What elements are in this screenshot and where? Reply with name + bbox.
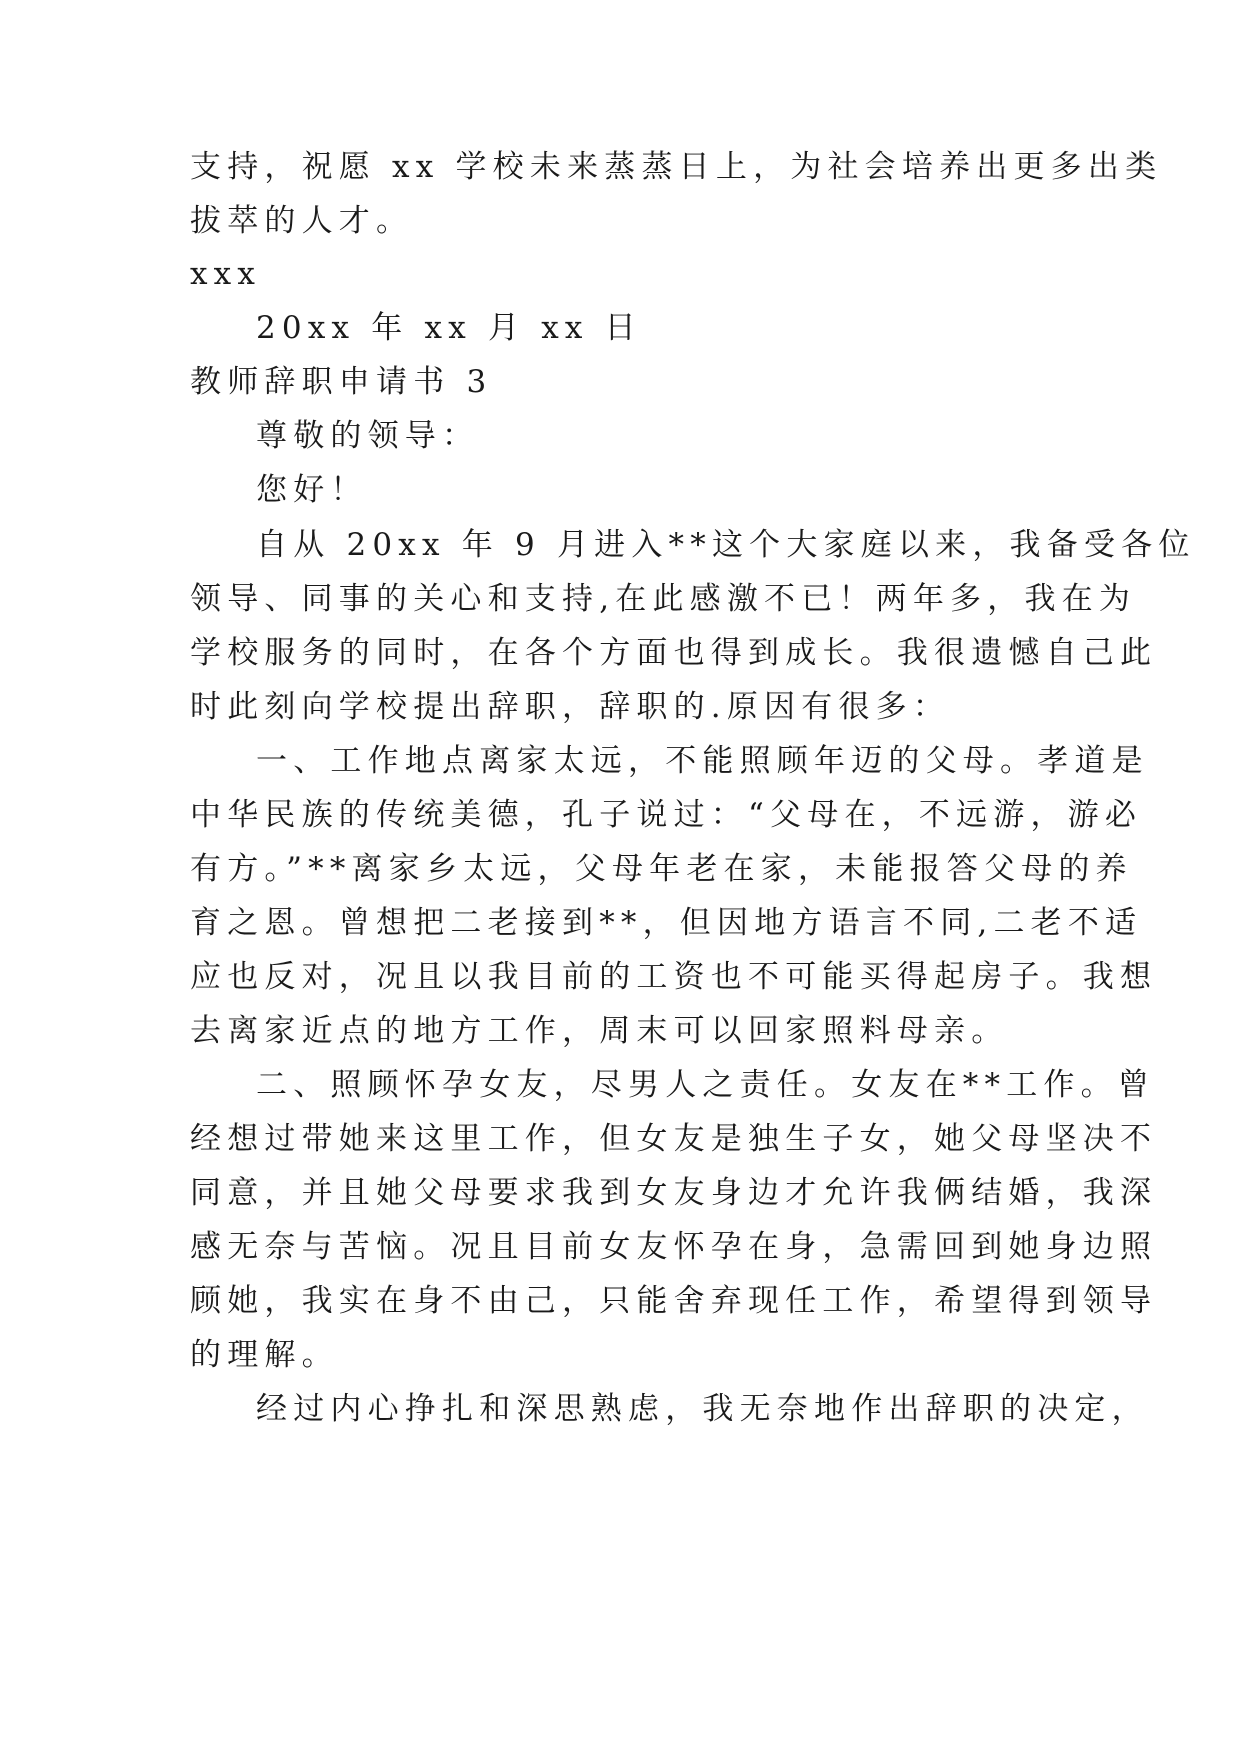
salutation: 尊敬的领导： (256, 418, 480, 454)
paragraph-line: 自从 20xx 年 9 月进入**这个大家庭以来，我备受各位 (256, 527, 1196, 563)
paragraph-line: 去离家近点的地方工作，周末可以回家照料母亲。 (190, 1013, 1009, 1049)
paragraph-line: 育之恩。曾想把二老接到**，但因地方语言不同,二老不适 (190, 905, 1143, 941)
paragraph-line: 中华民族的传统美德，孔子说过：“父母在，不远游，游必 (190, 797, 1143, 833)
text-line: 支持，祝愿 xx 学校未来蒸蒸日上，为社会培养出更多出类 (190, 149, 1163, 185)
paragraph-line: 同意，并且她父母要求我到女友身边才允许我俩结婚，我深 (190, 1175, 1158, 1211)
signature-name: xxx (190, 256, 262, 292)
greeting: 您好！ (256, 472, 368, 508)
paragraph-line: 一、工作地点离家太远，不能照顾年迈的父母。孝道是 (256, 743, 1149, 779)
text-line: 拔萃的人才。 (190, 203, 414, 239)
paragraph-line: 感无奈与苦恼。况且目前女友怀孕在身，急需回到她身边照 (190, 1229, 1158, 1265)
signature-date: 20xx 年 xx 月 xx 日 (256, 310, 642, 346)
paragraph-line: 学校服务的同时，在各个方面也得到成长。我很遗憾自己此 (190, 635, 1158, 671)
paragraph-line: 经过内心挣扎和深思熟虑，我无奈地作出辞职的决定， (256, 1391, 1149, 1427)
paragraph-line: 应也反对，况且以我目前的工资也不可能买得起房子。我想 (190, 959, 1158, 995)
paragraph-line: 的理解。 (190, 1337, 339, 1373)
paragraph-line: 顾她，我实在身不由己，只能舍弃现任工作，希望得到领导 (190, 1283, 1158, 1319)
section-title: 教师辞职申请书 3 (190, 364, 493, 400)
paragraph-line: 经想过带她来这里工作，但女友是独生子女，她父母坚决不 (190, 1121, 1158, 1157)
paragraph-line: 有方。”**离家乡太远，父母年老在家，未能报答父母的养 (190, 851, 1133, 887)
paragraph-line: 时此刻向学校提出辞职，辞职的.原因有很多： (190, 689, 951, 725)
paragraph-line: 领导、同事的关心和支持,在此感激不已！两年多，我在为 (190, 581, 1137, 617)
paragraph-line: 二、照顾怀孕女友，尽男人之责任。女友在**工作。曾 (256, 1067, 1155, 1103)
